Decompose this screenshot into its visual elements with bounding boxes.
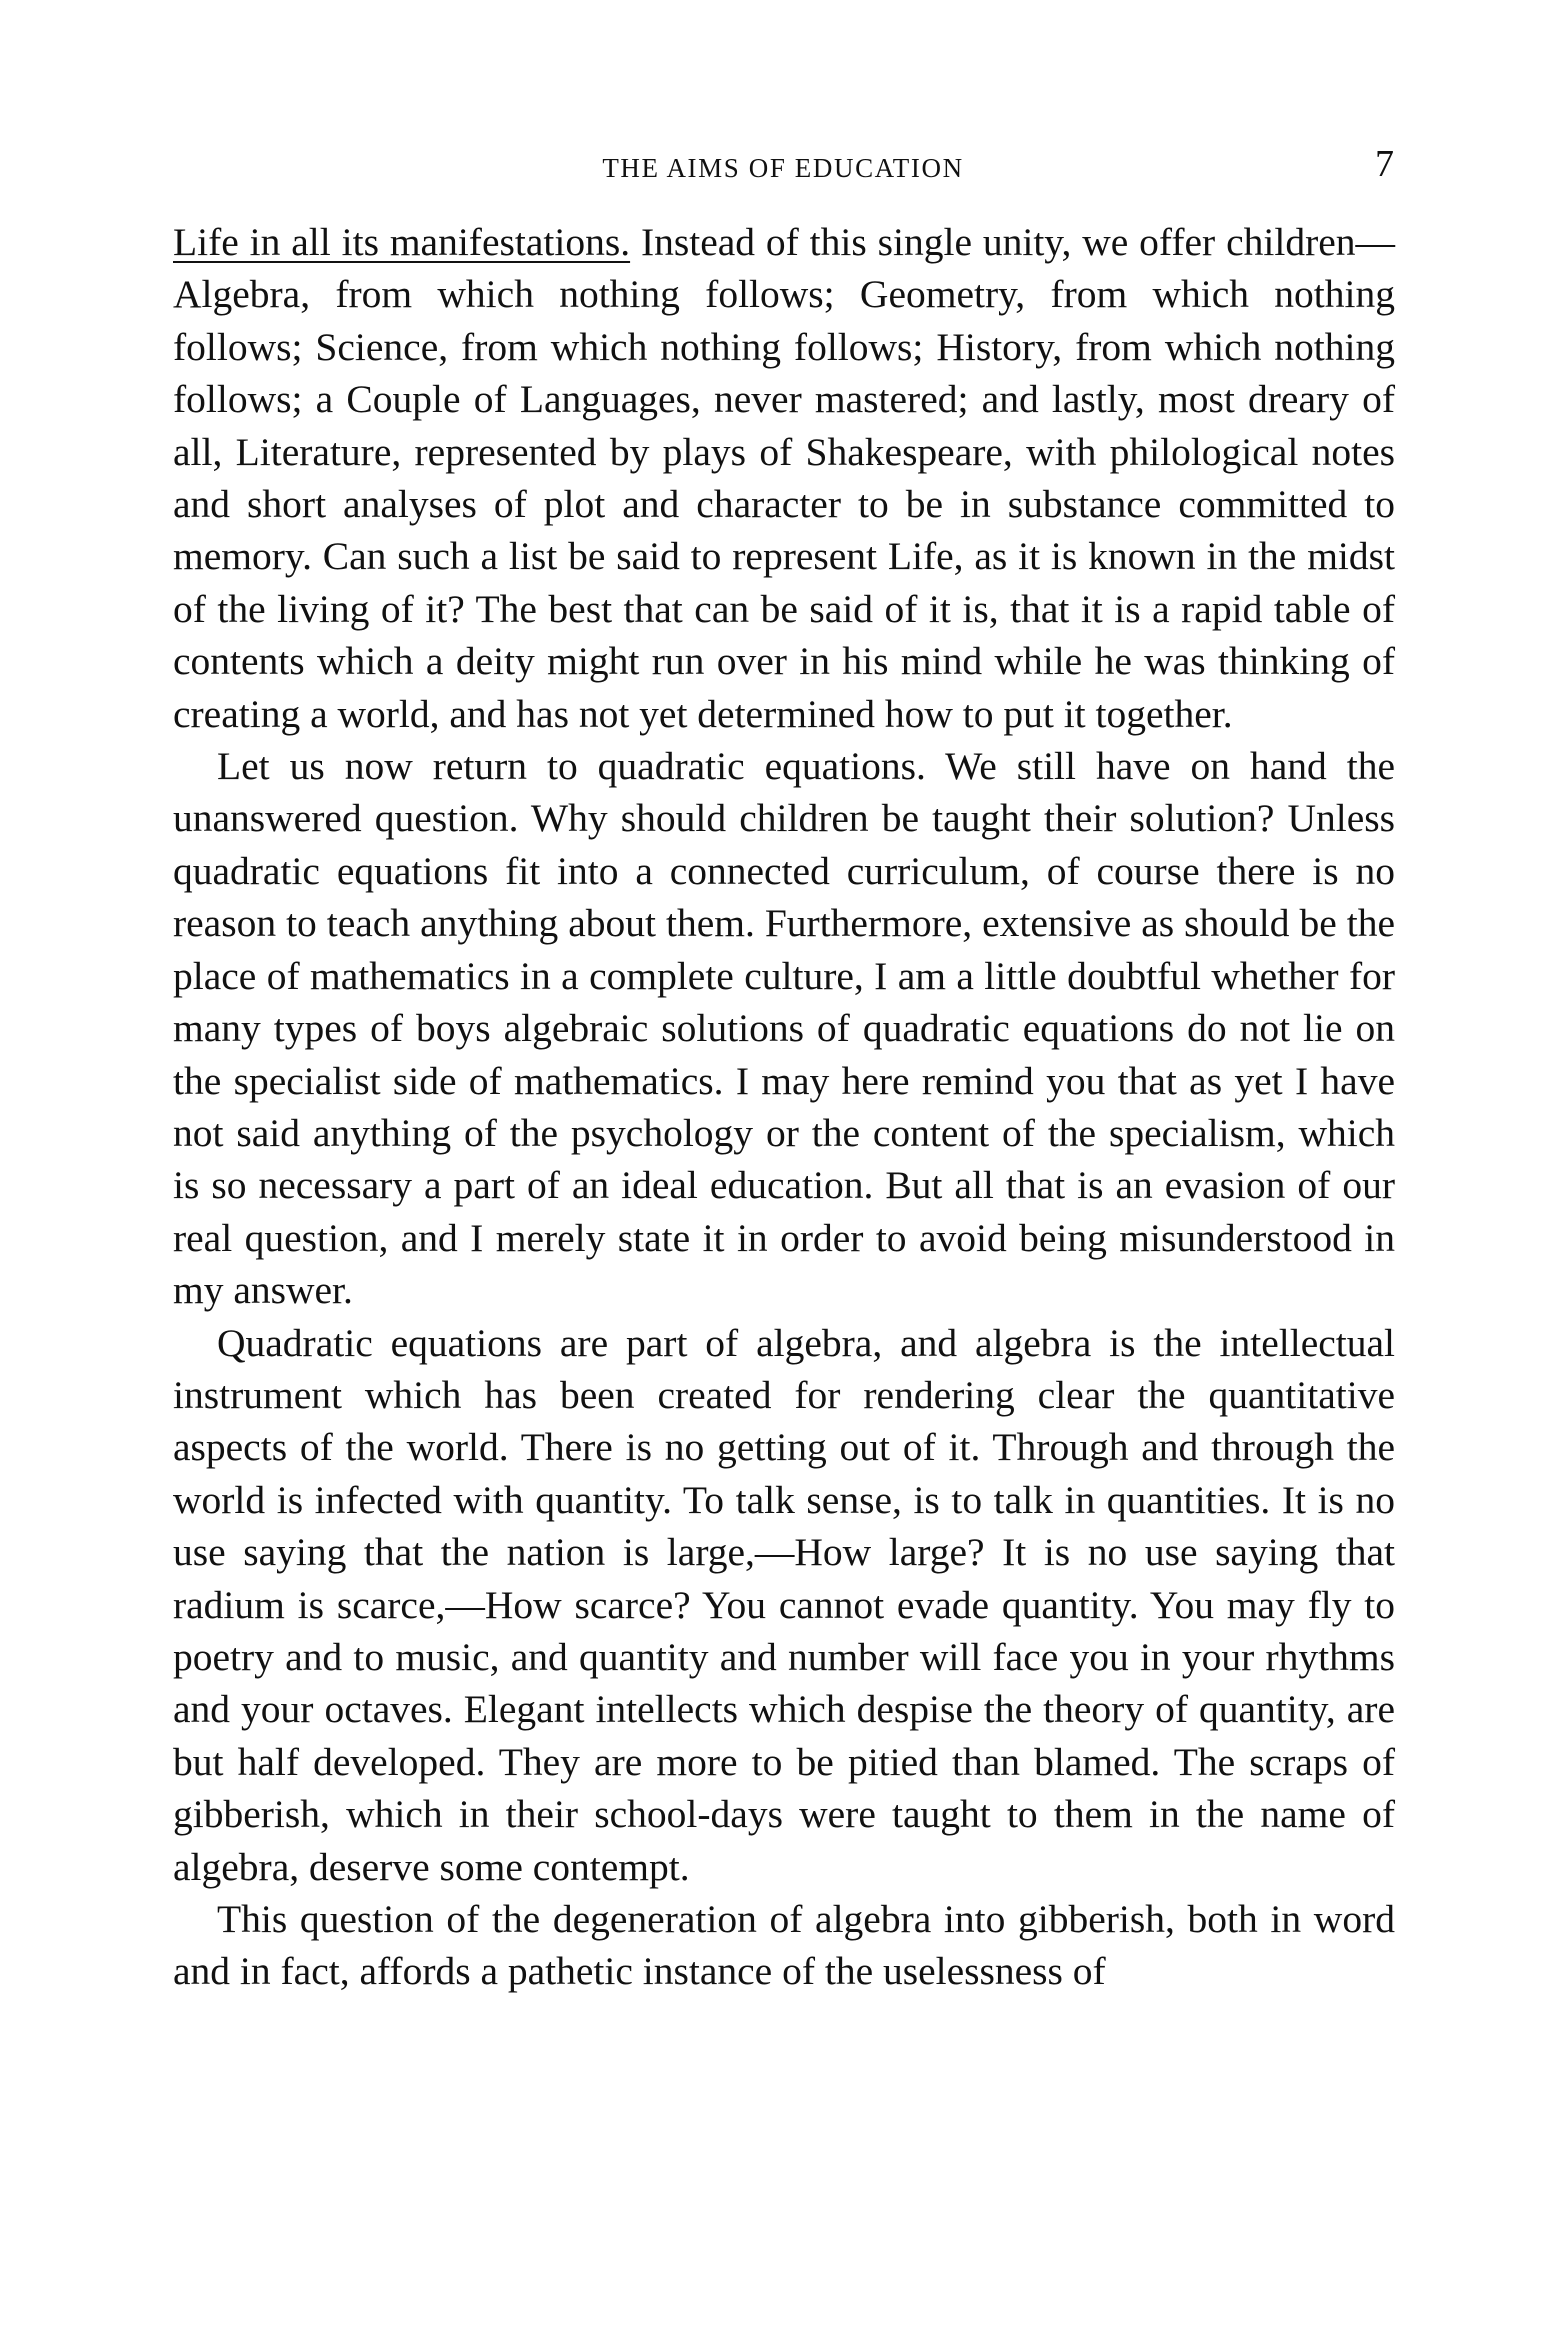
running-title: THE AIMS OF EDUCATION bbox=[602, 153, 964, 183]
paragraph-3: Quadratic equations are part of algebra, and algebra is the intellectual instrument which has been created for rendering clear the quantitative aspects of the world. There is no getting out of it. Through and through the world is infected with quantity. To talk sense, is to talk in quantities. It is no use saying that the nation is large,—How large? It is no use saying that radium is scarce,—How scarce? You cannot evade quantity. You may fly to poetry and to music, and quantity and number will face you in your rhythms and your octaves. Elegant intellects which despise the theory of quantity, are but half developed. They are more to be pitied than blamed. The scraps of gibberish, which in their school-days were taught to them in the name of algebra, deserve some contempt. bbox=[173, 1320, 1395, 1889]
page-number: 7 bbox=[1375, 143, 1394, 185]
underlined-phrase: Life in all its manifestations. bbox=[173, 220, 631, 264]
paragraph-4: This question of the degeneration of algebra into gibberish, both in word and in fact, affords a pathetic instance of the uselessness of bbox=[173, 1897, 1395, 1994]
body-text bbox=[173, 216, 1395, 1998]
paragraph-1-text: Instead of this single unity, we offer children—Algebra, from which nothing follows; Geometry, from which nothing follows; Science, from which nothing follows; History, from which nothing follows; a Couple of Languages, never mastered; and lastly, most dreary of all, Literature, represented by plays of Shakespeare, with philological notes and short analyses of plot and character to be in substance committed to memory. Can such a list be said to represent Life, as it is known in the midst of the living of it? The best that can be said of it is, that it is a rapid table of contents which a deity might run over in his mind while he was thinking of creating a world, and has not yet determined how to put it together. bbox=[173, 220, 1396, 736]
running-head bbox=[172, 143, 1394, 188]
paragraph-1 bbox=[173, 216, 1395, 740]
paragraph-2: Let us now return to quadratic equations. We still have on hand the unanswered question. Why should children be taught their solution? Unless quadratic equations fit into a connected curriculum, of course there is no reason to teach anything about them. Furthermore, extensive as should be the place of mathematics in a complete culture, I am a little doubtful whether for many types of boys algebraic solutions of quadratic equations do not lie on the specialist side of mathematics. I may here remind you that as yet I have not said anything of the psychology or the content of the specialism, which is so necessary a part of an ideal education. But all that is an evasion of our real question, and I merely state it in order to avoid being misunderstood in my answer. bbox=[173, 744, 1395, 1313]
